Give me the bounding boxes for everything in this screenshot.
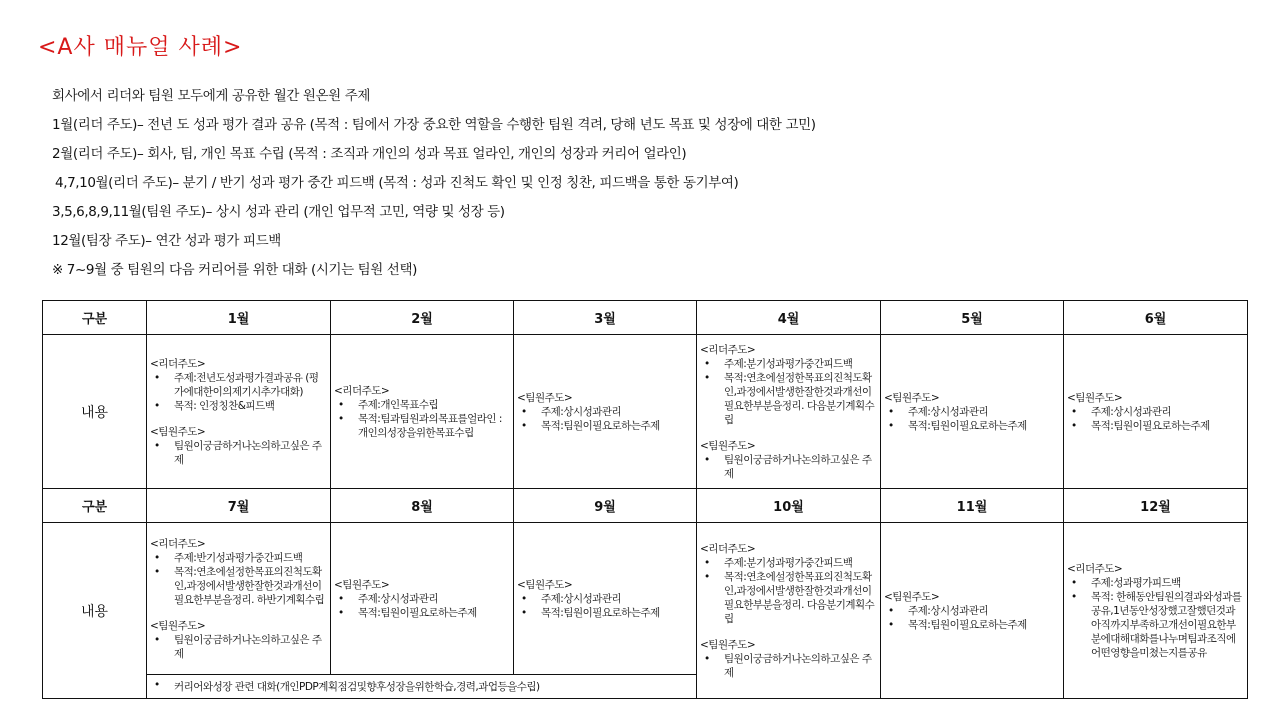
- month-cell: [697, 335, 881, 489]
- group-label: <팀원주도>: [700, 638, 756, 651]
- cell-group: [334, 578, 510, 620]
- bullet-item: • 주제:개인목표수립: [334, 398, 510, 412]
- cell-group: [334, 384, 510, 440]
- month-header: 8월: [331, 489, 514, 523]
- group-label: <팀원주도>: [150, 425, 206, 438]
- group-label: <리더주도>: [700, 343, 756, 356]
- group-label: <팀원주도>: [1067, 391, 1123, 404]
- header-label: 구분: [43, 489, 147, 523]
- bullet-item: • 목적:팀과팀원과의목표를얼라인 :개인의성장을위한목표수립: [334, 412, 510, 440]
- bullet-list: [1067, 576, 1244, 660]
- group-label: <팀원주도>: [884, 590, 940, 603]
- bullet-list: [700, 652, 877, 680]
- bullet-item: • 주제:성과평가피드백: [1067, 576, 1244, 590]
- intro-line: ※ 7~9월 중 팀원의 다음 커리어를 위한 대화 (시기는 팀원 선택): [52, 262, 417, 278]
- bullet-item: • 주제:반기성과평가중간피드백: [150, 551, 327, 565]
- page-title: <A사 매뉴얼 사례>: [38, 35, 243, 60]
- bullet-item: • 팀원이궁금하거나논의하고싶은 주제: [700, 652, 877, 680]
- month-cell: [697, 523, 881, 699]
- cell-group: [517, 578, 693, 620]
- month-header: 11월: [881, 489, 1064, 523]
- group-label: <리더주도>: [150, 537, 206, 550]
- cell-group: [517, 391, 693, 433]
- bullet-item: • 목적:팀원이필요로하는주제: [334, 606, 510, 620]
- bullet-item: • 주제:전년도성과평가결과공유 (평가에대한이의제기시추가대화): [150, 371, 327, 399]
- bullet-item: • 주제:상시성과관리: [517, 405, 693, 419]
- bullet-item: • 목적:연초에설정한목표의진척도확인,과정에서발생한잘한것과개선이필요한부분을정리. 다음분기계획수립: [700, 371, 877, 427]
- bullet-list: [700, 357, 877, 427]
- bullet-item: • 주제:상시성과관리: [1067, 405, 1244, 419]
- bullet-item: • 주제:상시성과관리: [884, 405, 1060, 419]
- month-header: 5월: [881, 301, 1064, 335]
- month-cell: [514, 523, 697, 675]
- month-cell: [147, 335, 331, 489]
- group-label: <리더주도>: [700, 542, 756, 555]
- career-note: • 커리어와성장 관련 대화(개인PDP계획점검및향후성장을위한학습,경력,과업등을수립): [150, 679, 693, 694]
- month-cell: [331, 523, 514, 675]
- bullet-item: • 주제:분기성과평가중간피드백: [700, 556, 877, 570]
- month-header: 6월: [1064, 301, 1248, 335]
- row-label: 내용: [43, 335, 147, 489]
- bullet-item: • 목적:연초에설정한목표의진척도확인,과정에서발생한잘한것과개선이필요한부분을정리. 하반기계획수립: [150, 565, 327, 607]
- bullet-item: • 목적:팀원이필요로하는주제: [1067, 419, 1244, 433]
- group-label: <팀원주도>: [334, 578, 390, 591]
- content-row-bottom: [43, 523, 1248, 675]
- month-header: 7월: [147, 489, 331, 523]
- bullet-item: • 목적:팀원이필요로하는주제: [517, 606, 693, 620]
- bullet-list: [334, 592, 510, 620]
- bullet-list: [700, 453, 877, 481]
- schedule-table: [42, 300, 1248, 699]
- bullet-list: [700, 556, 877, 626]
- group-label: <리더주도>: [1067, 562, 1123, 575]
- cell-group: [150, 619, 327, 661]
- intro-line: 회사에서 리더와 팀원 모두에게 공유한 월간 원온원 주제: [52, 88, 370, 104]
- month-cell: [514, 335, 697, 489]
- cell-group: [150, 425, 327, 467]
- bullet-list: [517, 405, 693, 433]
- month-header: 3월: [514, 301, 697, 335]
- group-label: <팀원주도>: [517, 578, 573, 591]
- month-header: 2월: [331, 301, 514, 335]
- bullet-list: [150, 633, 327, 661]
- cell-group: [700, 542, 877, 626]
- month-cell: [331, 335, 514, 489]
- month-header: 9월: [514, 489, 697, 523]
- bullet-item: • 주제:분기성과평가중간피드백: [700, 357, 877, 371]
- bullet-list: [150, 439, 327, 467]
- group-label: <팀원주도>: [150, 619, 206, 632]
- bullet-list: [884, 405, 1060, 433]
- bullet-list: [334, 398, 510, 440]
- cell-group: [700, 343, 877, 427]
- month-cell: [881, 523, 1064, 699]
- bullet-item: • 목적:팀원이필요로하는주제: [884, 618, 1060, 632]
- intro-text: [52, 82, 816, 285]
- header-label: 구분: [43, 301, 147, 335]
- career-note-cell: [147, 675, 697, 699]
- month-header: 10월: [697, 489, 881, 523]
- bullet-list: [884, 604, 1060, 632]
- bullet-list: [150, 371, 327, 413]
- month-cell: [1064, 523, 1248, 699]
- intro-line: 2월(리더 주도)– 회사, 팀, 개인 목표 수립 (목적 : 조직과 개인의 성과 목표 얼라인, 개인의 성장과 커리어 얼라인): [52, 146, 687, 162]
- bullet-item: • 목적:연초에설정한목표의진척도확인,과정에서발생한잘한것과개선이필요한부분을정리. 다음분기계획수립: [700, 570, 877, 626]
- intro-line: 1월(리더 주도)– 전년 도 성과 평가 결과 공유 (목적 : 팀에서 가장 중요한 역할을 수행한 팀원 격려, 당해 년도 목표 및 성장에 대한 고민): [52, 117, 816, 133]
- cell-group: [1067, 391, 1244, 433]
- month-cell: [1064, 335, 1248, 489]
- header-row-top: [43, 301, 1248, 335]
- bullet-list: [517, 592, 693, 620]
- group-label: <팀원주도>: [884, 391, 940, 404]
- intro-line: 12월(팀장 주도)– 연간 성과 평가 피드백: [52, 233, 281, 249]
- group-label: <팀원주도>: [517, 391, 573, 404]
- bullet-item: • 팀원이궁금하거나논의하고싶은 주제: [700, 453, 877, 481]
- bullet-item: • 주제:상시성과관리: [334, 592, 510, 606]
- month-cell: [147, 523, 331, 675]
- cell-group: [884, 590, 1060, 632]
- row-label: 내용: [43, 523, 147, 699]
- month-header: 4월: [697, 301, 881, 335]
- cell-group: [1067, 562, 1244, 660]
- month-header: 1월: [147, 301, 331, 335]
- bullet-item: • 목적:팀원이필요로하는주제: [884, 419, 1060, 433]
- intro-line: 4,7,10월(리더 주도)– 분기 / 반기 성과 평가 중간 피드백 (목적 : 성과 진척도 확인 및 인정 칭찬, 피드백을 통한 동기부여): [55, 175, 739, 191]
- bullet-item: • 주제:상시성과관리: [517, 592, 693, 606]
- bullet-item: • 목적:팀원이필요로하는주제: [517, 419, 693, 433]
- cell-group: [700, 439, 877, 481]
- bullet-item: • 목적: 한해동안팀원의결과와성과를공유,1년동안성장했고잘했던것과아직까지부족하고개선이필요한부분에대해대화를나누며팀과조직에어떤영향을미쳤는지를공유: [1067, 590, 1244, 660]
- month-header: 12월: [1064, 489, 1248, 523]
- bullet-list: [150, 551, 327, 607]
- cell-group: [150, 357, 327, 413]
- bullet-item: • 팀원이궁금하거나논의하고싶은 주제: [150, 633, 327, 661]
- group-label: <리더주도>: [334, 384, 390, 397]
- cell-group: [150, 537, 327, 607]
- month-cell: [881, 335, 1064, 489]
- bullet-item: • 목적: 인정칭찬&피드백: [150, 399, 327, 413]
- bullet-list: [1067, 405, 1244, 433]
- cell-group: [884, 391, 1060, 433]
- cell-group: [700, 638, 877, 680]
- bullet-item: • 팀원이궁금하거나논의하고싶은 주제: [150, 439, 327, 467]
- bullet-item: • 주제:상시성과관리: [884, 604, 1060, 618]
- group-label: <팀원주도>: [700, 439, 756, 452]
- intro-line: 3,5,6,8,9,11월(팀원 주도)– 상시 성과 관리 (개인 업무적 고민, 역량 및 성장 등): [52, 204, 505, 220]
- content-row-top: [43, 335, 1248, 489]
- header-row-bottom: [43, 489, 1248, 523]
- group-label: <리더주도>: [150, 357, 206, 370]
